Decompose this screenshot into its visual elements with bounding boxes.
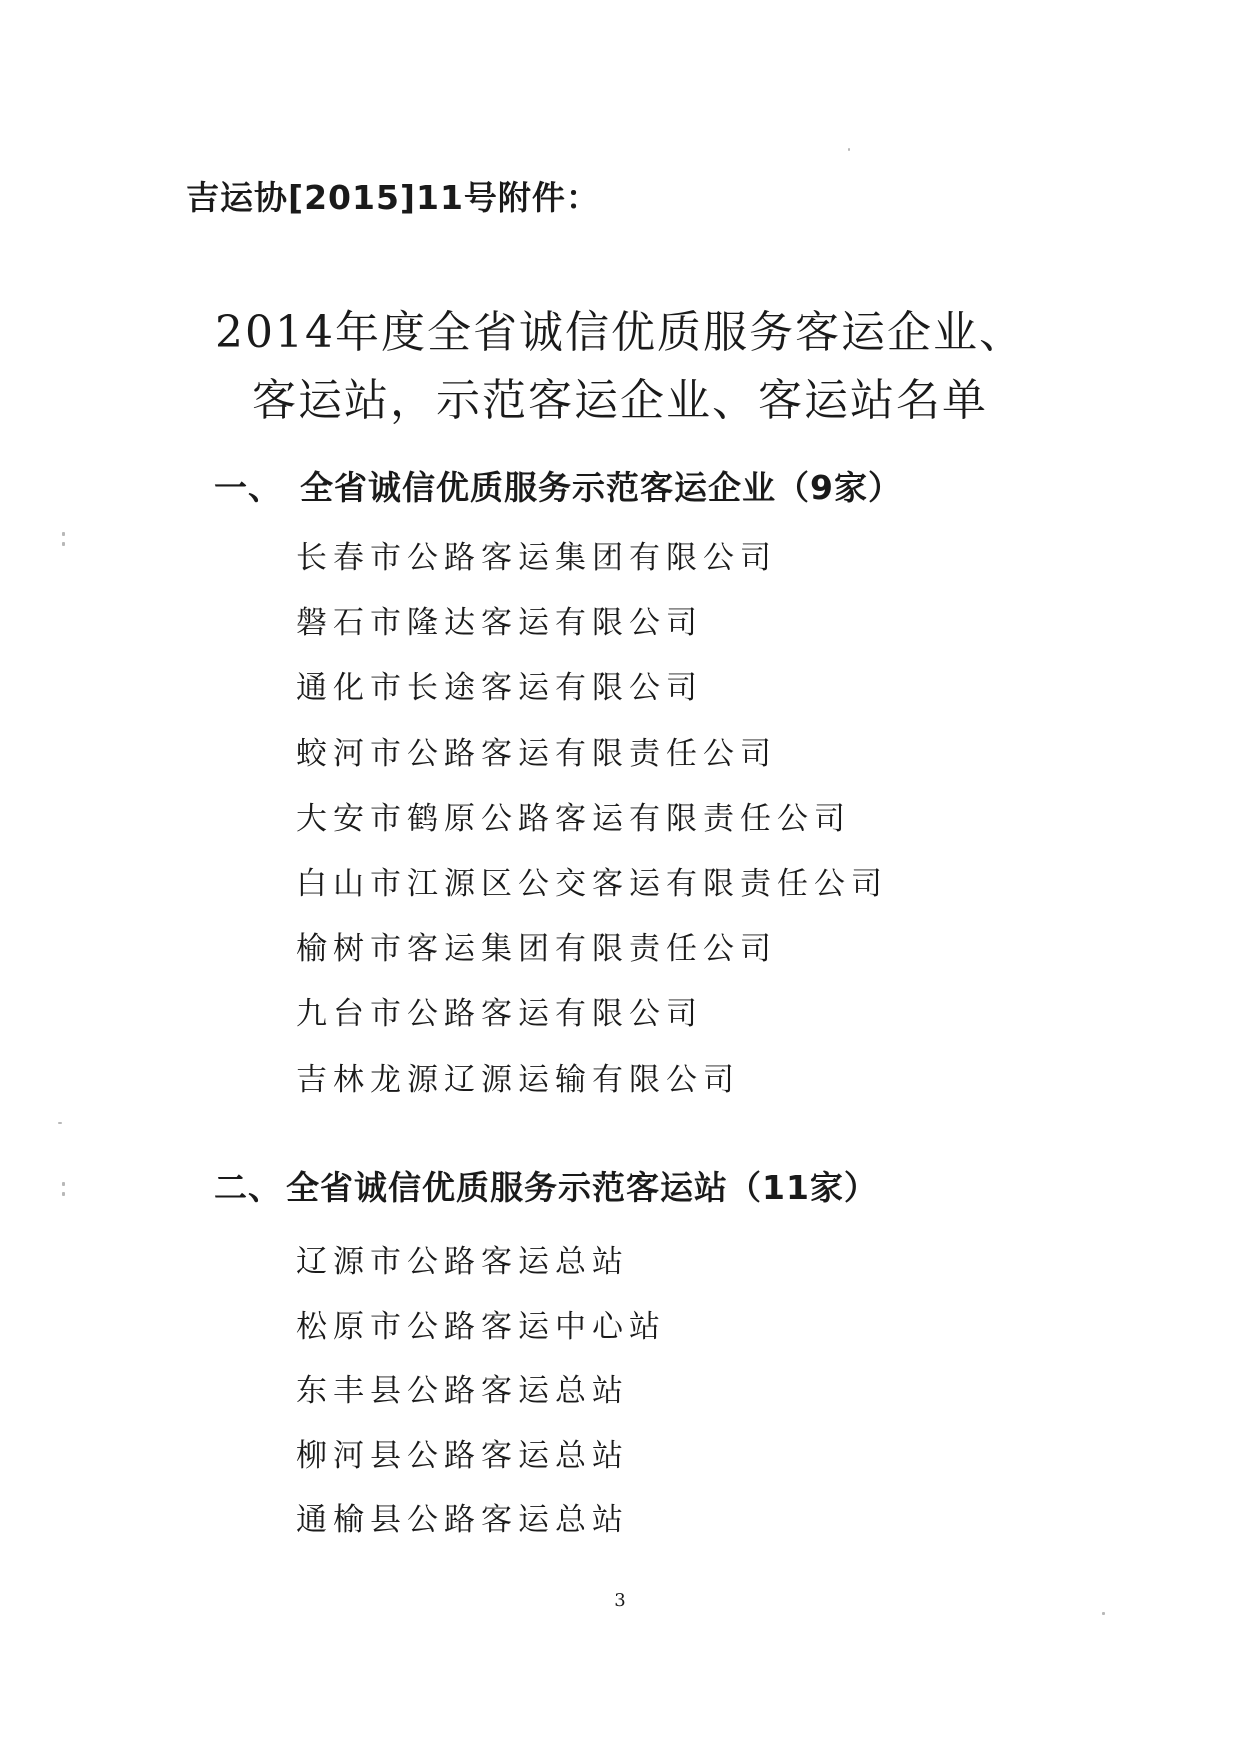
- list-item: 榆树市客运集团有限责任公司: [296, 931, 777, 968]
- section-2-heading: [214, 1162, 878, 1209]
- list-item: 蛟河市公路客运有限责任公司: [296, 735, 777, 772]
- section-2-number: 二、: [214, 1168, 282, 1207]
- station-list: [296, 1242, 666, 1565]
- list-item: 九台市公路客运有限公司: [296, 996, 703, 1033]
- scan-speck: [62, 532, 65, 536]
- list-item: 长春市公路客运集团有限公司: [296, 540, 777, 576]
- list-item: 白山市江源区公交客运有限责任公司: [296, 865, 888, 902]
- list-item: 东丰县公路客运总站: [296, 1373, 629, 1410]
- list-item: 柳河县公路客运总站: [296, 1437, 629, 1474]
- section-1-number: 一、: [214, 468, 282, 507]
- list-item: 吉林龙源辽源运输有限公司: [296, 1061, 740, 1098]
- page-number: 3: [614, 1590, 626, 1611]
- document-title-line-2: 客运站，示范客运企业、客运站名单: [252, 375, 988, 426]
- scan-speck: [58, 1122, 62, 1124]
- list-item: 磐石市隆达客运有限公司: [296, 605, 703, 642]
- annex-label: 吉运协[2015]11号附件：: [186, 178, 600, 217]
- enterprise-list: [296, 538, 888, 1125]
- list-item: 辽源市公路客运总站: [296, 1244, 629, 1280]
- list-item: 通榆县公路客运总站: [296, 1502, 629, 1539]
- section-1-title: 全省诚信优质服务示范客运企业（9家）: [300, 468, 902, 507]
- scan-speck: [1102, 1612, 1105, 1615]
- scan-speck: [62, 1192, 65, 1196]
- scan-speck: [848, 148, 850, 151]
- document-title-line-1: 2014年度全省诚信优质服务客运企业、: [215, 307, 1025, 358]
- section-2-title: 全省诚信优质服务示范客运站（11家）: [286, 1168, 878, 1207]
- list-item: 通化市长途客运有限公司: [296, 670, 703, 707]
- scan-speck: [62, 1182, 65, 1186]
- list-item: 大安市鹤原公路客运有限责任公司: [296, 800, 851, 837]
- section-1-heading: [214, 462, 902, 509]
- scan-speck: [62, 542, 65, 546]
- list-item: 松原市公路客运中心站: [296, 1308, 666, 1345]
